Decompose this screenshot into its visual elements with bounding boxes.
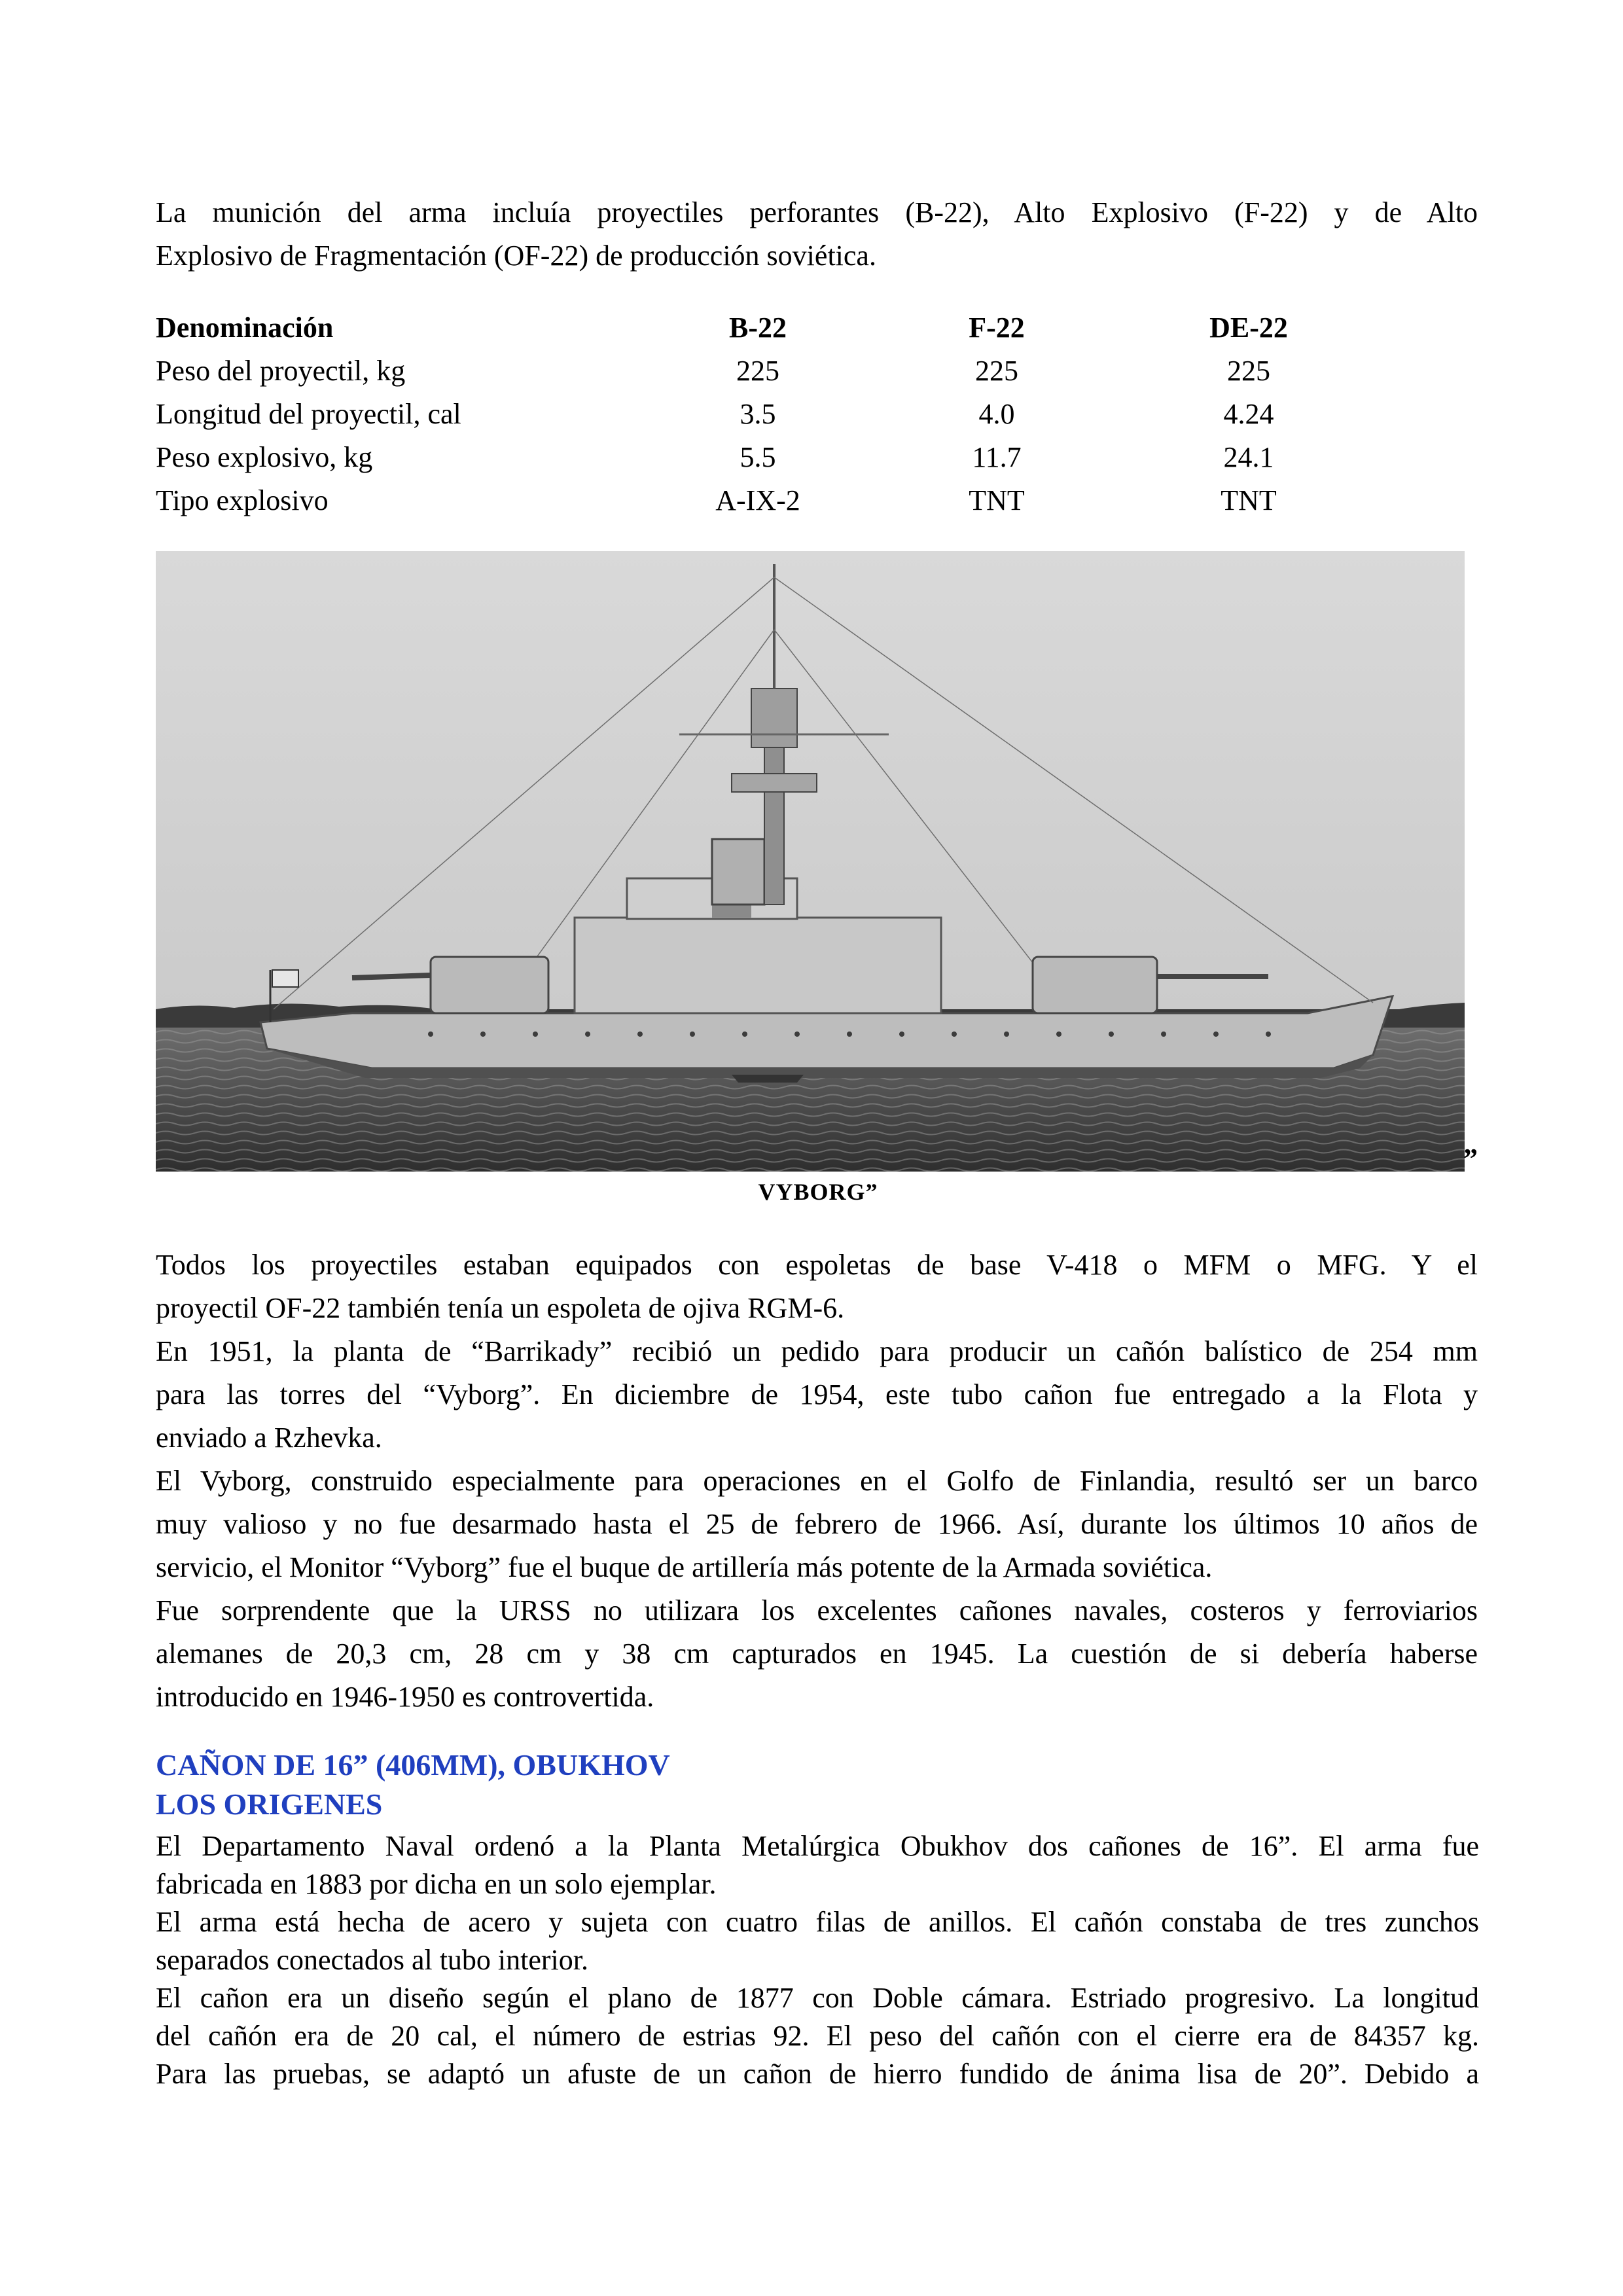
text-line: enviado a Rzhevka. [156,1422,382,1454]
funnel [712,839,764,905]
table-cell: A-IX-2 [715,484,800,516]
body-paragraph [156,1827,1479,2093]
text-line: El Vyborg, construido especialmente para operaciones en el Golfo de Finlandia, resultó ser un barco [156,1465,1478,1497]
table-cell: 4.24 [1223,398,1274,430]
text-line: introducido en 1946-1950 es controvertida. [156,1681,654,1713]
table-cell: TNT [1221,484,1277,516]
text-line: El cañon era un diseño según el plano de 1877 con Doble cámara. Estriado progresivo. La longitud [156,1982,1479,2014]
intro-paragraph [156,191,1478,278]
text-line: para las torres del “Vyborg”. En diciembre de 1954, este tubo cañon fue entregado a la Flota y [156,1378,1478,1410]
superstructure [575,918,941,1013]
text-line: separados conectados al tubo interior. [156,1944,589,1976]
table-cell: 225 [975,355,1018,387]
table-cell: TNT [969,484,1025,516]
table-header-row [156,306,1288,350]
table-cell: 3.5 [740,398,776,430]
body-paragraph [156,1244,1478,1719]
table-cell: 5.5 [740,441,776,473]
header-cell: DE-22 [1209,312,1288,344]
small-boat [732,1075,804,1083]
table-row [156,350,1268,393]
table-cell: Peso explosivo, kg [156,441,373,473]
table-row [156,479,1277,522]
text-line: servicio, el Monitor “Vyborg” fue el buque de artillería más potente de la Armada soviética. [156,1551,1213,1583]
table-row [156,436,1274,479]
gun-turret-fore [1033,957,1157,1013]
table-cell: 4.0 [978,398,1015,430]
header-cell: F-22 [969,312,1025,344]
text-line: En 1951, la planta de “Barrikady” recibió un pedido para producir un cañón balístico de 254 mm [156,1335,1478,1367]
section-subtitle: LOS ORIGENES [156,1787,383,1821]
text-line: muy valioso y no fue desarmado hasta el 25 de febrero de 1966. Así, durante los últimos 10 años de [156,1508,1478,1540]
photo-trailing-quote: ” [1463,1143,1478,1175]
section-title: CAÑON DE 16” (406MM), OBUKHOV [156,1748,670,1782]
ensign-flag [272,970,298,987]
header-cell: B-22 [729,312,787,344]
table-cell: Peso del proyectil, kg [156,355,406,387]
text-line: La munición del arma incluía proyectiles perforantes (B-22), Alto Explosivo (F-22) y de Alto [156,196,1478,228]
gun-turret-aft [431,957,548,1013]
text-line: fabricada en 1883 por dicha en un solo ejemplar. [156,1868,717,1900]
photo-caption: VYBORG” [758,1179,878,1205]
table-cell: 24.1 [1223,441,1274,473]
text-line: del cañón era de 20 cal, el número de estrias 92. El peso del cañón con el cierre era de 84357 kg. [156,2020,1479,2052]
text-line: Fue sorprendente que la URSS no utilizara los excelentes cañones navales, costeros y ferroviarios [156,1594,1478,1626]
text-line: alemanes de 20,3 cm, 28 cm y 38 cm capturados en 1945. La cuestión de si debería haberse [156,1638,1478,1670]
table-cell: 11.7 [972,441,1022,473]
table-cell: Tipo explosivo [156,484,329,516]
text-line: El arma está hecha de acero y sujeta con cuatro filas de anillos. El cañón constaba de tres zunchos [156,1906,1479,1938]
text-line: Para las pruebas, se adaptó un afuste de un cañon de hierro fundido de ánima lisa de 20”. Debido a [156,2058,1479,2090]
table-cell: 225 [1227,355,1270,387]
table-cell: Longitud del proyectil, cal [156,398,461,430]
text-line: proyectil OF-22 también tenía un espoleta de ojiva RGM-6. [156,1292,845,1324]
text-line: Explosivo de Fragmentación (OF-22) de producción soviética. [156,240,876,272]
table-row [156,393,1274,436]
header-cell: Denominación [156,312,334,344]
text-line: El Departamento Naval ordenó a la Planta Metalúrgica Obukhov dos cañones de 16”. El arma fue [156,1830,1479,1862]
table-cell: 225 [736,355,779,387]
ship-photo [156,551,1465,1172]
ammunition-table [156,306,1288,522]
text-line: Todos los proyectiles estaban equipados con espoletas de base V-418 o MFM o MFG. Y el [156,1249,1478,1281]
